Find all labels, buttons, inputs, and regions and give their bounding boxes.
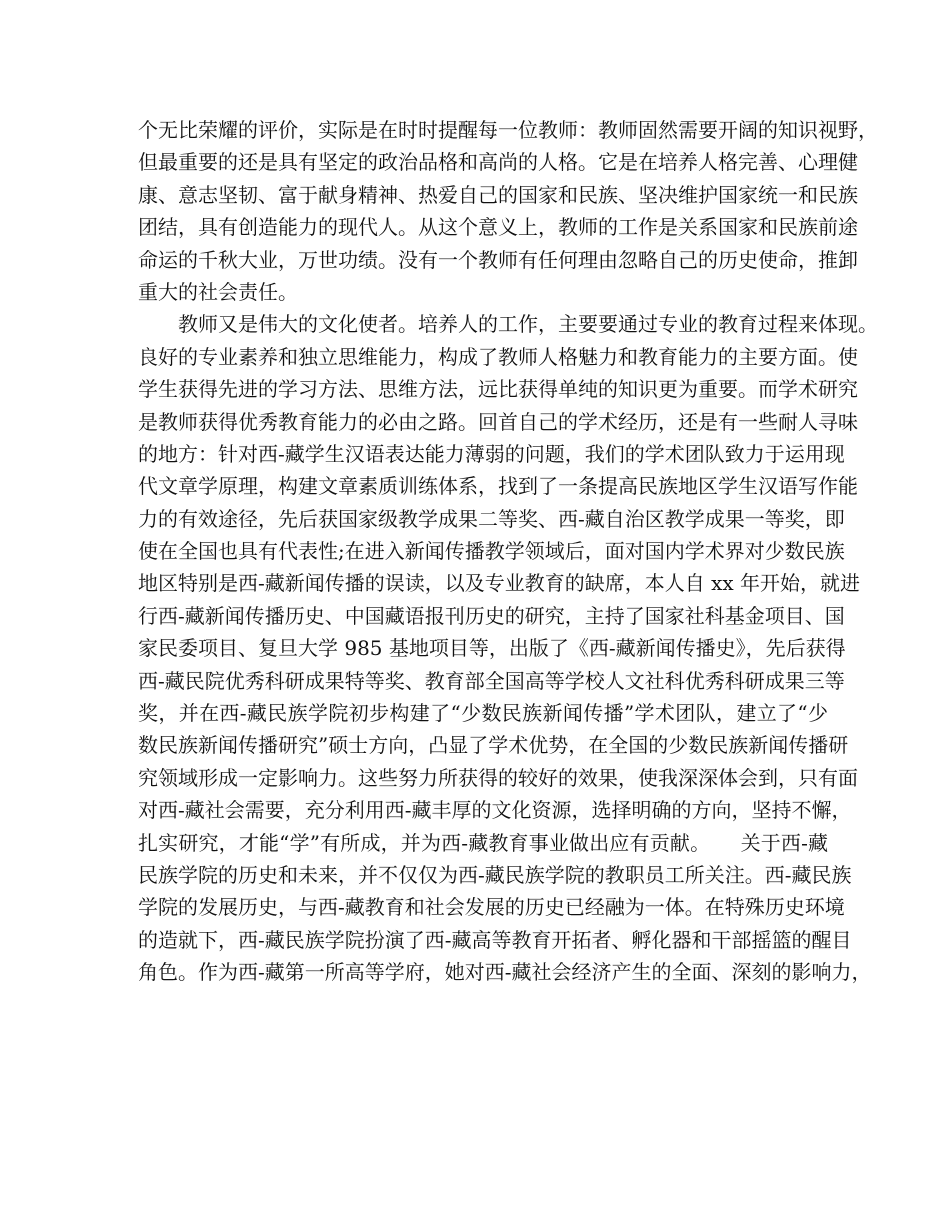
- text-line: 但最重要的还是具有坚定的政治品格和高尚的人格。它是在培养人格完善、心理健: [138, 150, 858, 175]
- text-line: 究领域形成一定影响力。这些努力所获得的较好的效果，使我深深体会到，只有面: [138, 765, 858, 790]
- text-line: 家民委项目、复旦大学 985 基地项目等，出版了《西-藏新闻传播史》，先后获得: [138, 636, 846, 661]
- text-line: 对西-藏社会需要，充分利用西-藏丰厚的文化资源，选择明确的方向，坚持不懈，: [138, 798, 852, 823]
- text-line: 命运的千秋大业，万世功绩。没有一个教师有任何理由忽略自己的历史使命，推卸: [138, 247, 858, 272]
- text-line: 学院的发展历史，与西-藏教育和社会发展的历史已经融为一体。在特殊历史环境: [138, 895, 845, 920]
- text-line: 良好的专业素养和独立思维能力，构成了教师人格魅力和教育能力的主要方面。使: [138, 344, 858, 369]
- text-line: 扎实研究，才能“学”有所成，并为西-藏教育事业做出应有贡献。 关于西-藏: [138, 830, 828, 855]
- text-line: 行西-藏新闻传播历史、中国藏语报刊历史的研究，主持了国家社科基金项目、国: [138, 603, 845, 628]
- text-line: 康、意志坚韧、富于献身精神、热爱自己的国家和民族、坚决维护国家统一和民族: [138, 182, 858, 207]
- text-line: 角色。作为西-藏第一所高等学府，她对西-藏社会经济产生的全面、深刻的影响力，: [138, 960, 872, 985]
- text-line: 民族学院的历史和未来，并不仅仅为西-藏民族学院的教职员工所关注。西-藏民族: [138, 862, 852, 887]
- text-line: 奖，并在西-藏民族学院初步构建了“少数民族新闻传播”学术团队，建立了“少: [138, 701, 828, 726]
- text-line: 西-藏民院优秀科研成果特等奖、教育部全国高等学校人文社科优秀科研成果三等: [138, 668, 845, 693]
- body-text: [138, 114, 878, 989]
- text-line: 代文章学原理，构建文章素质训练体系，找到了一条提高民族地区学生汉语写作能: [138, 474, 858, 499]
- paragraph-1: [138, 114, 878, 308]
- text-line: 的造就下，西-藏民族学院扮演了西-藏高等教育开拓者、孵化器和干部摇篮的醒目: [138, 927, 852, 952]
- text-line: 个无比荣耀的评价，实际是在时时提醒每一位教师：教师固然需要开阔的知识视野，: [138, 118, 878, 142]
- text-line: 地区特别是西-藏新闻传播的误读，以及专业教育的缺席，本人自 xx 年开始，就进: [138, 571, 861, 596]
- text-line: 数民族新闻传播研究”硕士方向，凸显了学术优势，在全国的少数民族新闻传播研: [138, 733, 849, 758]
- paragraph-2: [138, 308, 878, 988]
- text-line: 使在全国也具有代表性;在进入新闻传播教学领域后，面对国内学术界对少数民族: [138, 539, 845, 564]
- text-line: 是教师获得优秀教育能力的必由之路。回首自己的学术经历，还是有一些耐人寻味: [138, 409, 858, 434]
- text-line: 团结，具有创造能力的现代人。从这个意义上，教师的工作是关系国家和民族前途: [138, 215, 858, 240]
- text-line: 的地方：针对西-藏学生汉语表达能力薄弱的问题，我们的学术团队致力于运用现: [138, 441, 845, 466]
- text-line: 力的有效途径，先后获国家级教学成果二等奖、西-藏自治区教学成果一等奖，即: [138, 506, 845, 531]
- text-line: 重大的社会责任。: [138, 279, 298, 304]
- text-line: 学生获得先进的学习方法、思维方法，远比获得单纯的知识更为重要。而学术研究: [138, 377, 858, 402]
- text-line: 教师又是伟大的文化使者。培养人的工作，主要要通过专业的教育过程来体现。: [178, 312, 878, 337]
